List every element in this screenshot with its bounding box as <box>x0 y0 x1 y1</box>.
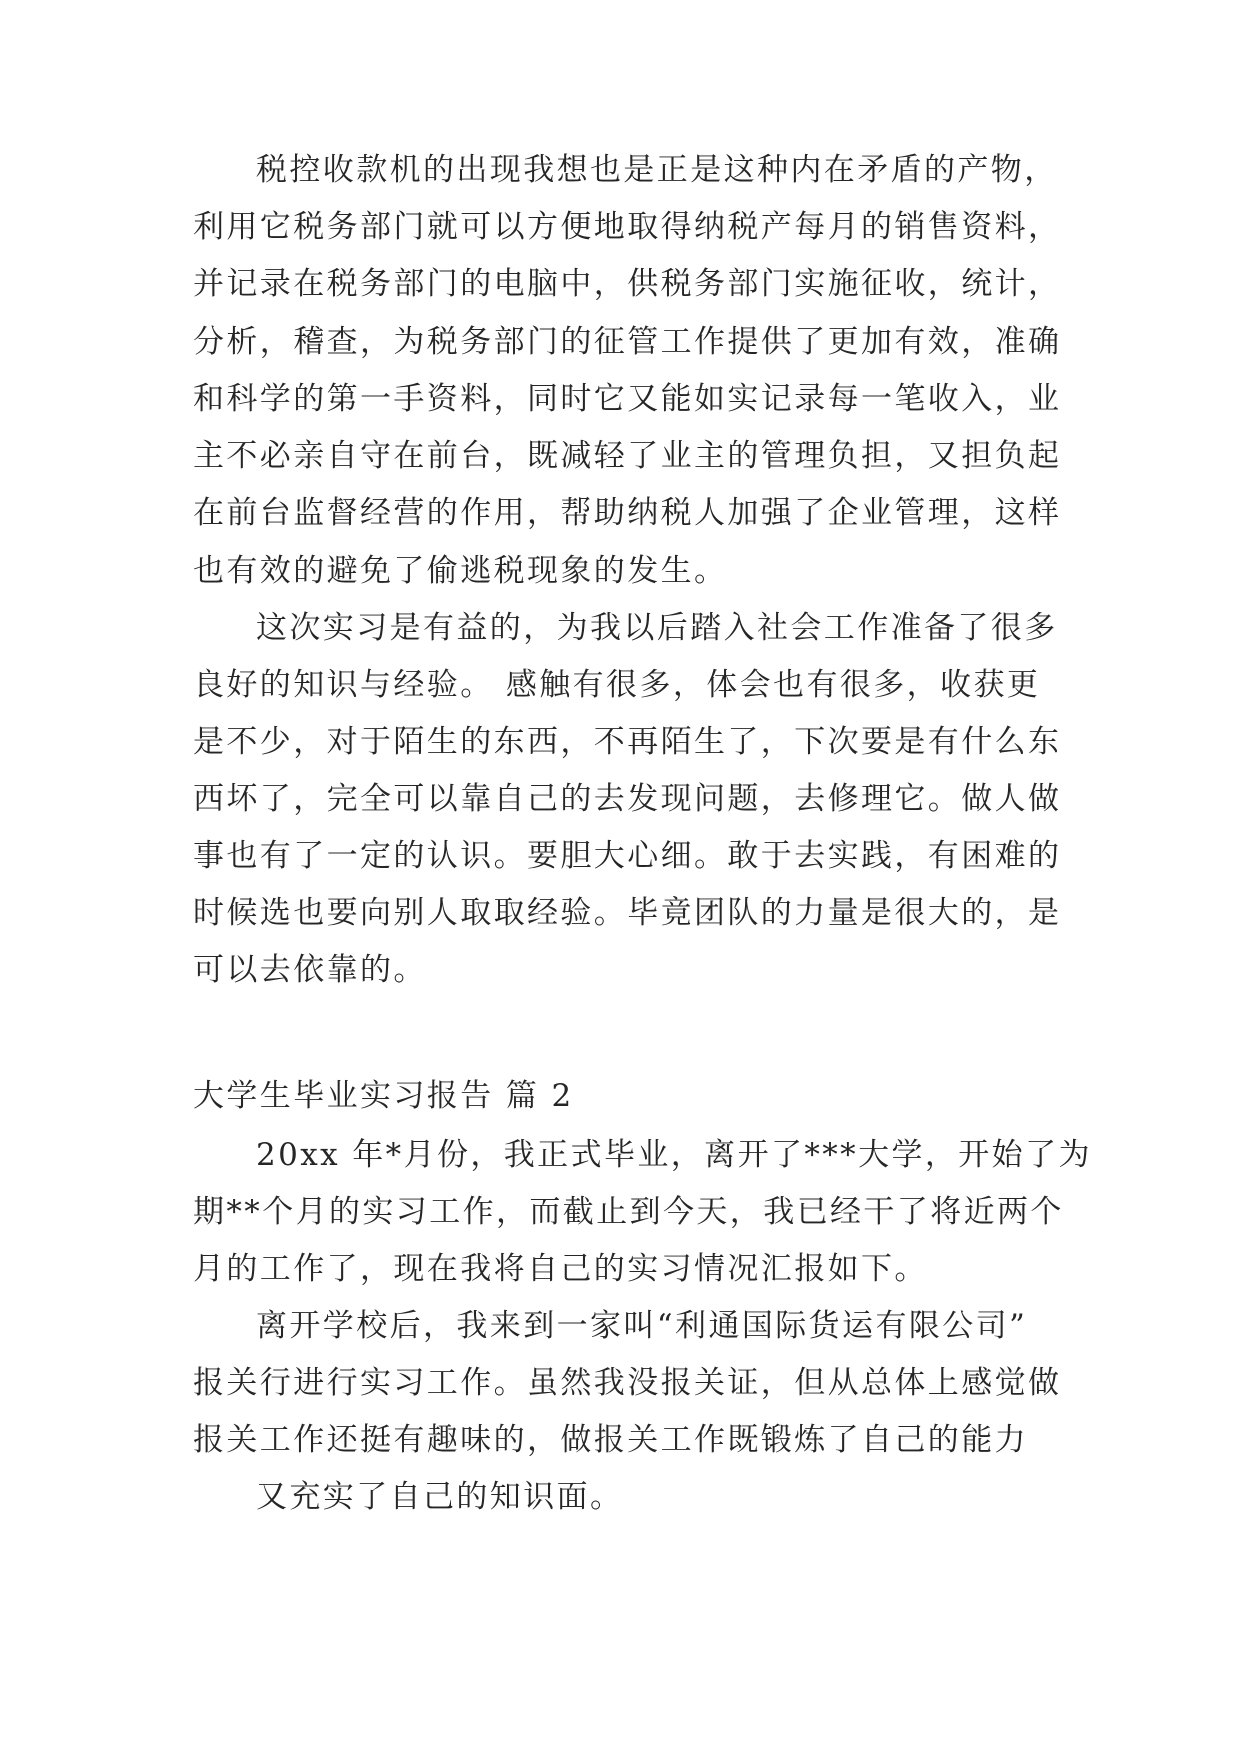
paragraph-line: 可以去依靠的。 <box>193 952 427 988</box>
paragraph-line: 并记录在税务部门的电脑中，供税务部门实施征收，统计， <box>193 266 1062 302</box>
paragraph-line: 税控收款机的出现我想也是正是这种内在矛盾的产物， <box>256 152 1058 188</box>
paragraph-line: 事也有了一定的认识。要胆大心细。敢于去实践，有困难的 <box>193 838 1062 874</box>
paragraph-line: 利用它税务部门就可以方便地取得纳税产每月的销售资料， <box>193 209 1062 245</box>
paragraph-line: 月的工作了，现在我将自己的实习情况汇报如下。 <box>193 1251 928 1287</box>
section-heading: 大学生毕业实习报告 篇 2 <box>193 1078 574 1114</box>
paragraph-line: 报关工作还挺有趣味的，做报关工作既锻炼了自己的能力 <box>193 1422 1028 1458</box>
paragraph-line: 时候选也要向别人取取经验。毕竟团队的力量是很大的，是 <box>193 895 1062 931</box>
paragraph-line: 期**个月的实习工作，而截止到今天，我已经干了将近两个 <box>193 1194 1064 1230</box>
paragraph-line: 离开学校后，我来到一家叫“利通国际货运有限公司” <box>256 1308 1028 1344</box>
paragraph-line: 也有效的避免了偷逃税现象的发生。 <box>193 553 728 589</box>
paragraph-line: 又充实了自己的知识面。 <box>256 1479 624 1515</box>
paragraph-line: 是不少，对于陌生的东西，不再陌生了，下次要是有什么东 <box>193 724 1062 760</box>
paragraph-line: 分析，稽查，为税务部门的征管工作提供了更加有效，准确 <box>193 324 1062 360</box>
paragraph-line: 和科学的第一手资料，同时它又能如实记录每一笔收入，业 <box>193 381 1062 417</box>
paragraph-line: 西坏了，完全可以靠自己的去发现问题，去修理它。做人做 <box>193 781 1062 817</box>
paragraph-line: 这次实习是有益的，为我以后踏入社会工作准备了很多 <box>256 610 1058 646</box>
paragraph-line: 报关行进行实习工作。虽然我没报关证，但从总体上感觉做 <box>193 1365 1062 1401</box>
paragraph-line: 主不必亲自守在前台，既减轻了业主的管理负担，又担负起 <box>193 438 1062 474</box>
paragraph-line: 良好的知识与经验。 感触有很多，体会也有很多，收获更 <box>193 667 1041 703</box>
paragraph-line: 在前台监督经营的作用，帮助纳税人加强了企业管理，这样 <box>193 495 1062 531</box>
paragraph-line: 20xx 年*月份，我正式毕业，离开了***大学，开始了为 <box>256 1137 1092 1173</box>
